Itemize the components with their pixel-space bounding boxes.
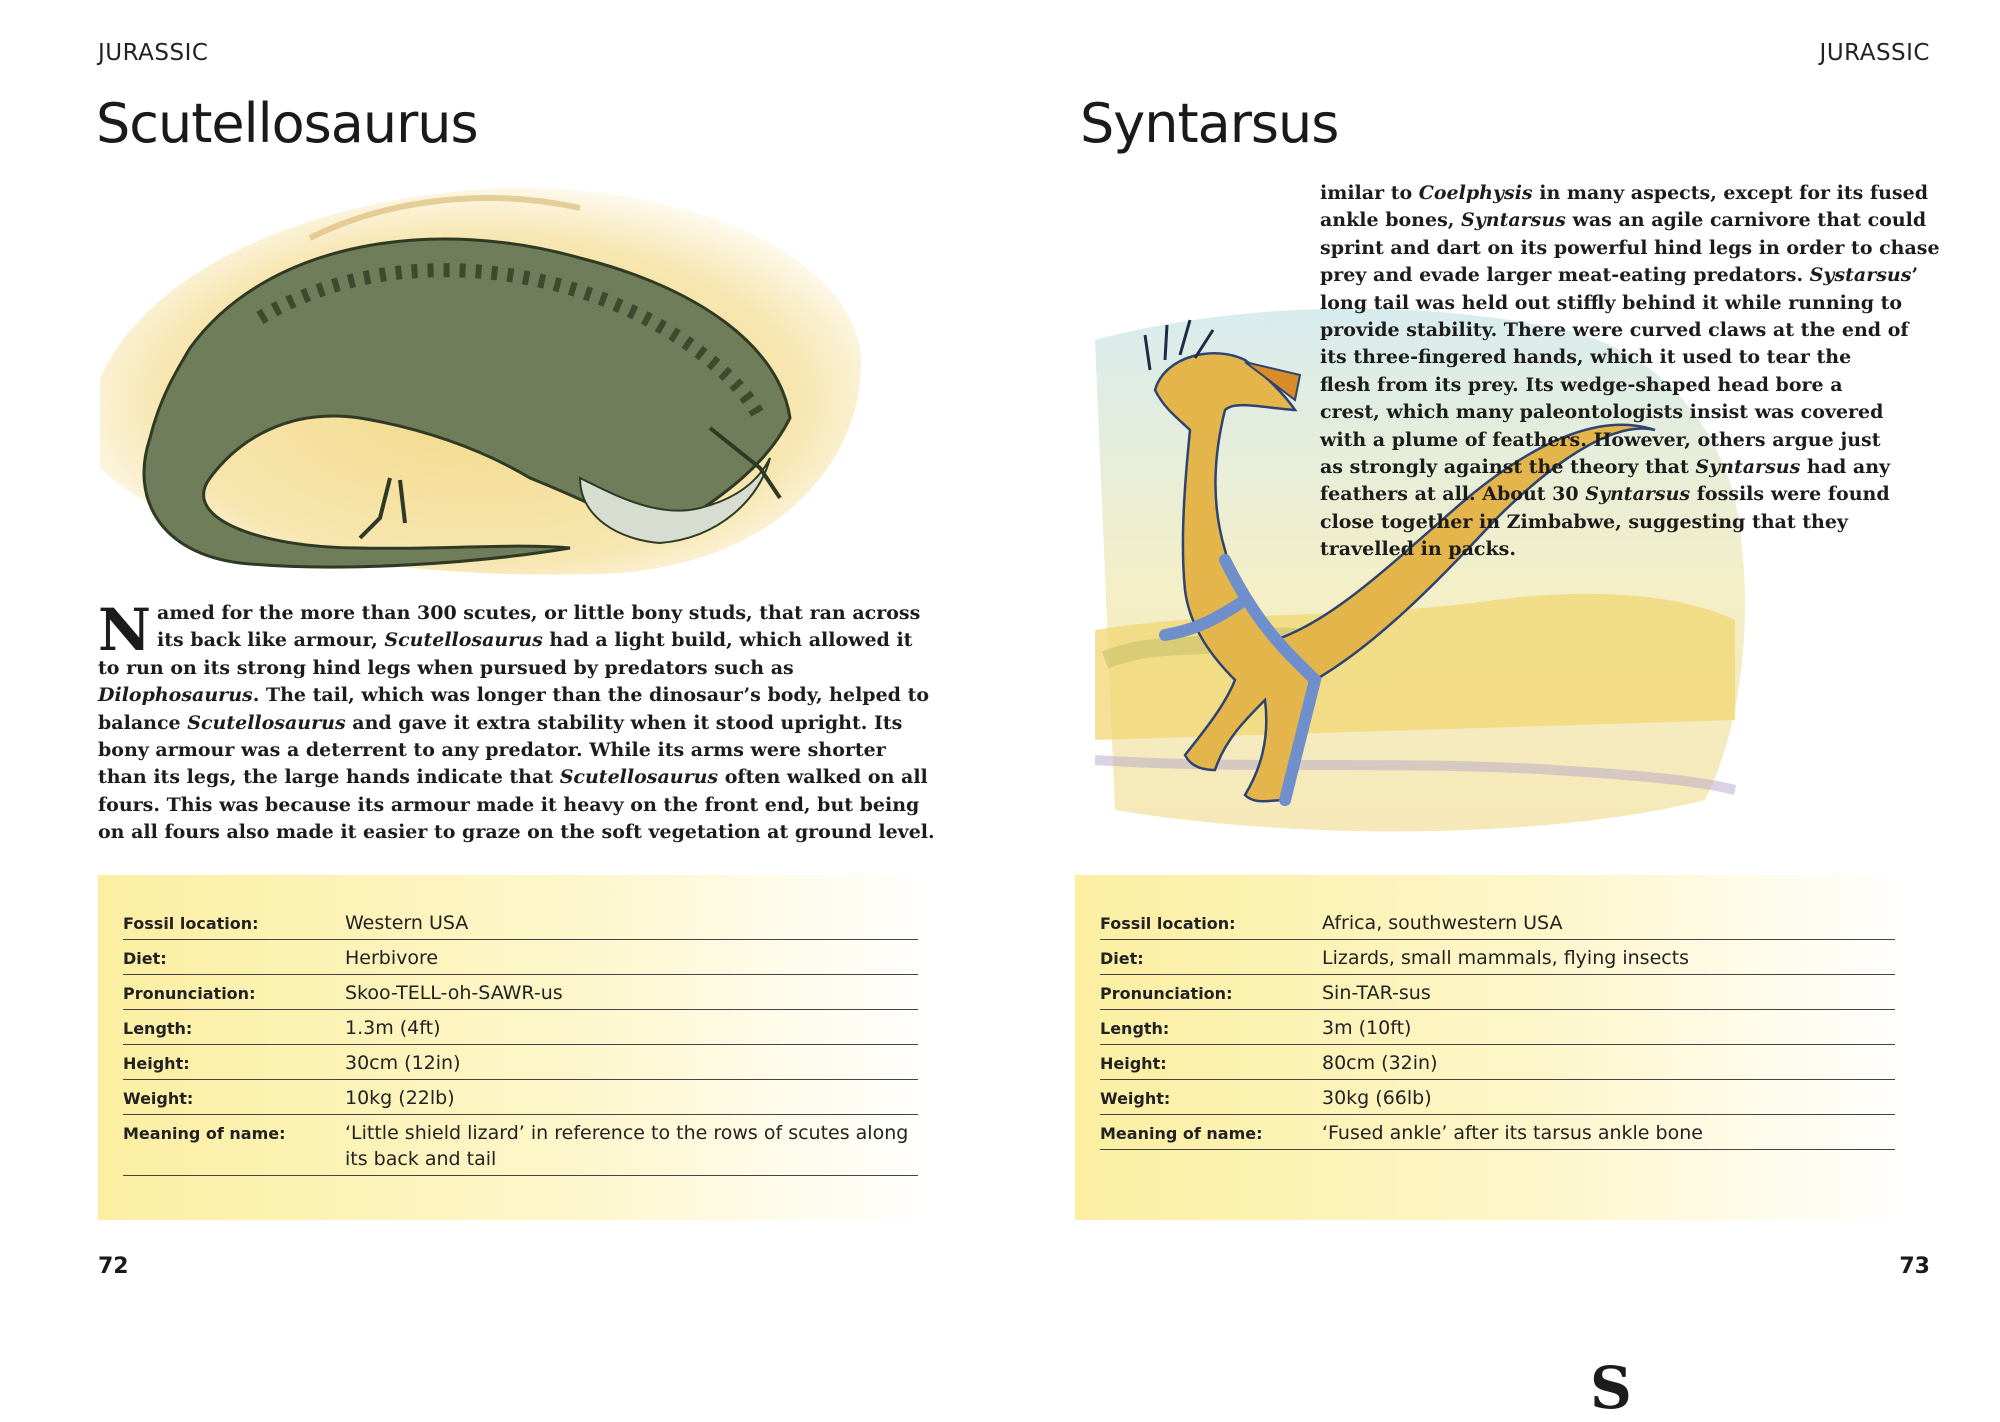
section-header: JURASSIC xyxy=(1819,40,1930,66)
fact-row xyxy=(1100,1115,1895,1150)
shape-left xyxy=(1320,1276,1685,1303)
fact-value: 1.3m (4ft) xyxy=(345,1017,441,1039)
fact-row xyxy=(123,1080,918,1115)
fact-row xyxy=(1100,975,1895,1010)
fact-row xyxy=(123,1115,918,1176)
fact-value: 10kg (22lb) xyxy=(345,1087,455,1109)
fact-value: Sin-TAR-sus xyxy=(1322,982,1431,1004)
fact-table xyxy=(123,905,918,1176)
drop-cap: S xyxy=(1590,1353,1632,1422)
fact-value: ‘Little shield lizard’ in reference to the rows of scutes along its back and tail xyxy=(345,1122,909,1170)
section-header: JURASSIC xyxy=(98,40,209,66)
fact-label: Diet: xyxy=(123,949,167,968)
scutellosaurus-illustration xyxy=(60,178,880,578)
fact-label: Meaning of name: xyxy=(123,1124,286,1143)
fact-row xyxy=(1100,905,1895,940)
fact-label: Pronunciation: xyxy=(1100,984,1233,1003)
fact-value: Herbivore xyxy=(345,947,439,969)
page-title: Syntarsus xyxy=(1080,92,1339,155)
page-title: Scutellosaurus xyxy=(96,92,478,155)
body-paragraph: imilar to Coelphysis in many aspects, except for its fused ankle bones, Syntarsus was an agile carnivore that could sprint and dart on its powerful hind legs in order to chase prey and evade larger meat-eating predators. Systarsus’ long tail was held out stiffly behind it while running to provide stability. There were curved claws at the end of its three-fingered hands, which it used to tear the flesh from its prey. Its wedge-shaped head bore a crest, which many paleontologists insist was covered with a plume of feathers. However, others argue just as strongly against the theory that Syntarsus had any feathers at all. About 30 Syntarsus fossils were found close together in Zimbabwe, suggesting that they travelled in packs. xyxy=(1320,182,1940,561)
fact-label: Weight: xyxy=(123,1089,194,1108)
fact-table xyxy=(1100,905,1895,1150)
fact-label: Fossil location: xyxy=(1100,914,1236,933)
fact-label: Height: xyxy=(123,1054,190,1073)
fact-label: Meaning of name: xyxy=(1100,1124,1263,1143)
fact-box xyxy=(1075,875,1905,1220)
fact-label: Fossil location: xyxy=(123,914,259,933)
fact-value: Africa, southwestern USA xyxy=(1322,912,1563,934)
fact-value: Western USA xyxy=(345,912,469,934)
fact-box xyxy=(98,875,928,1220)
fact-value: Skoo-TELL-oh-SAWR-us xyxy=(345,982,563,1004)
fact-value: 80cm (32in) xyxy=(1322,1052,1438,1074)
page-number: 72 xyxy=(98,1254,129,1279)
drop-cap: N xyxy=(98,596,152,664)
fact-label: Length: xyxy=(123,1019,193,1038)
fact-label: Diet: xyxy=(1100,949,1144,968)
page-number: 73 xyxy=(1899,1254,1930,1279)
fact-label: Weight: xyxy=(1100,1089,1171,1108)
fact-row xyxy=(1100,1080,1895,1115)
shape-left xyxy=(1320,1330,1630,1357)
left-page xyxy=(0,0,1000,1325)
fact-label: Pronunciation: xyxy=(123,984,256,1003)
fact-row xyxy=(1100,940,1895,975)
fact-value: ‘Fused ankle’ after its tarsus ankle bone xyxy=(1322,1122,1703,1144)
shape-left xyxy=(1320,1358,1590,1385)
body-text xyxy=(98,596,938,847)
fact-label: Height: xyxy=(1100,1054,1167,1073)
fact-row xyxy=(123,1010,918,1045)
fact-row xyxy=(123,975,918,1010)
body-paragraph: amed for the more than 300 scutes, or little bony studs, that ran across its back like armour, Scutellosaurus had a light build, which allowed it to run on its strong hind legs when pursued by predators such as Dilophosaurus. The tail, which was longer than the dinosaur’s body, helped to balance Scutellosaurus and gave it extra stability when it stood upright. Its bony armour was a deterrent to any predator. While its arms were shorter than its legs, the large hands indicate that Scutellosaurus often walked on all fours. This was because its armour made it heavy on the front end, but being on all fours also made it easier to graze on the soft vegetation at ground level. xyxy=(98,602,935,844)
right-page xyxy=(1000,0,2000,1422)
fact-row xyxy=(1100,1045,1895,1080)
fact-value: 30cm (12in) xyxy=(345,1052,461,1074)
fact-row xyxy=(123,905,918,940)
shape-left xyxy=(1320,1248,1685,1275)
fact-row xyxy=(123,1045,918,1080)
fact-value: Lizards, small mammals, flying insects xyxy=(1322,947,1690,969)
fact-row xyxy=(123,940,918,975)
fact-value: 30kg (66lb) xyxy=(1322,1087,1432,1109)
body-text xyxy=(1320,180,1960,1422)
fact-label: Length: xyxy=(1100,1019,1170,1038)
fact-row xyxy=(1100,1010,1895,1045)
fact-value: 3m (10ft) xyxy=(1322,1017,1412,1039)
shape-left xyxy=(1320,1303,1665,1330)
shape-left xyxy=(1320,1221,1685,1248)
